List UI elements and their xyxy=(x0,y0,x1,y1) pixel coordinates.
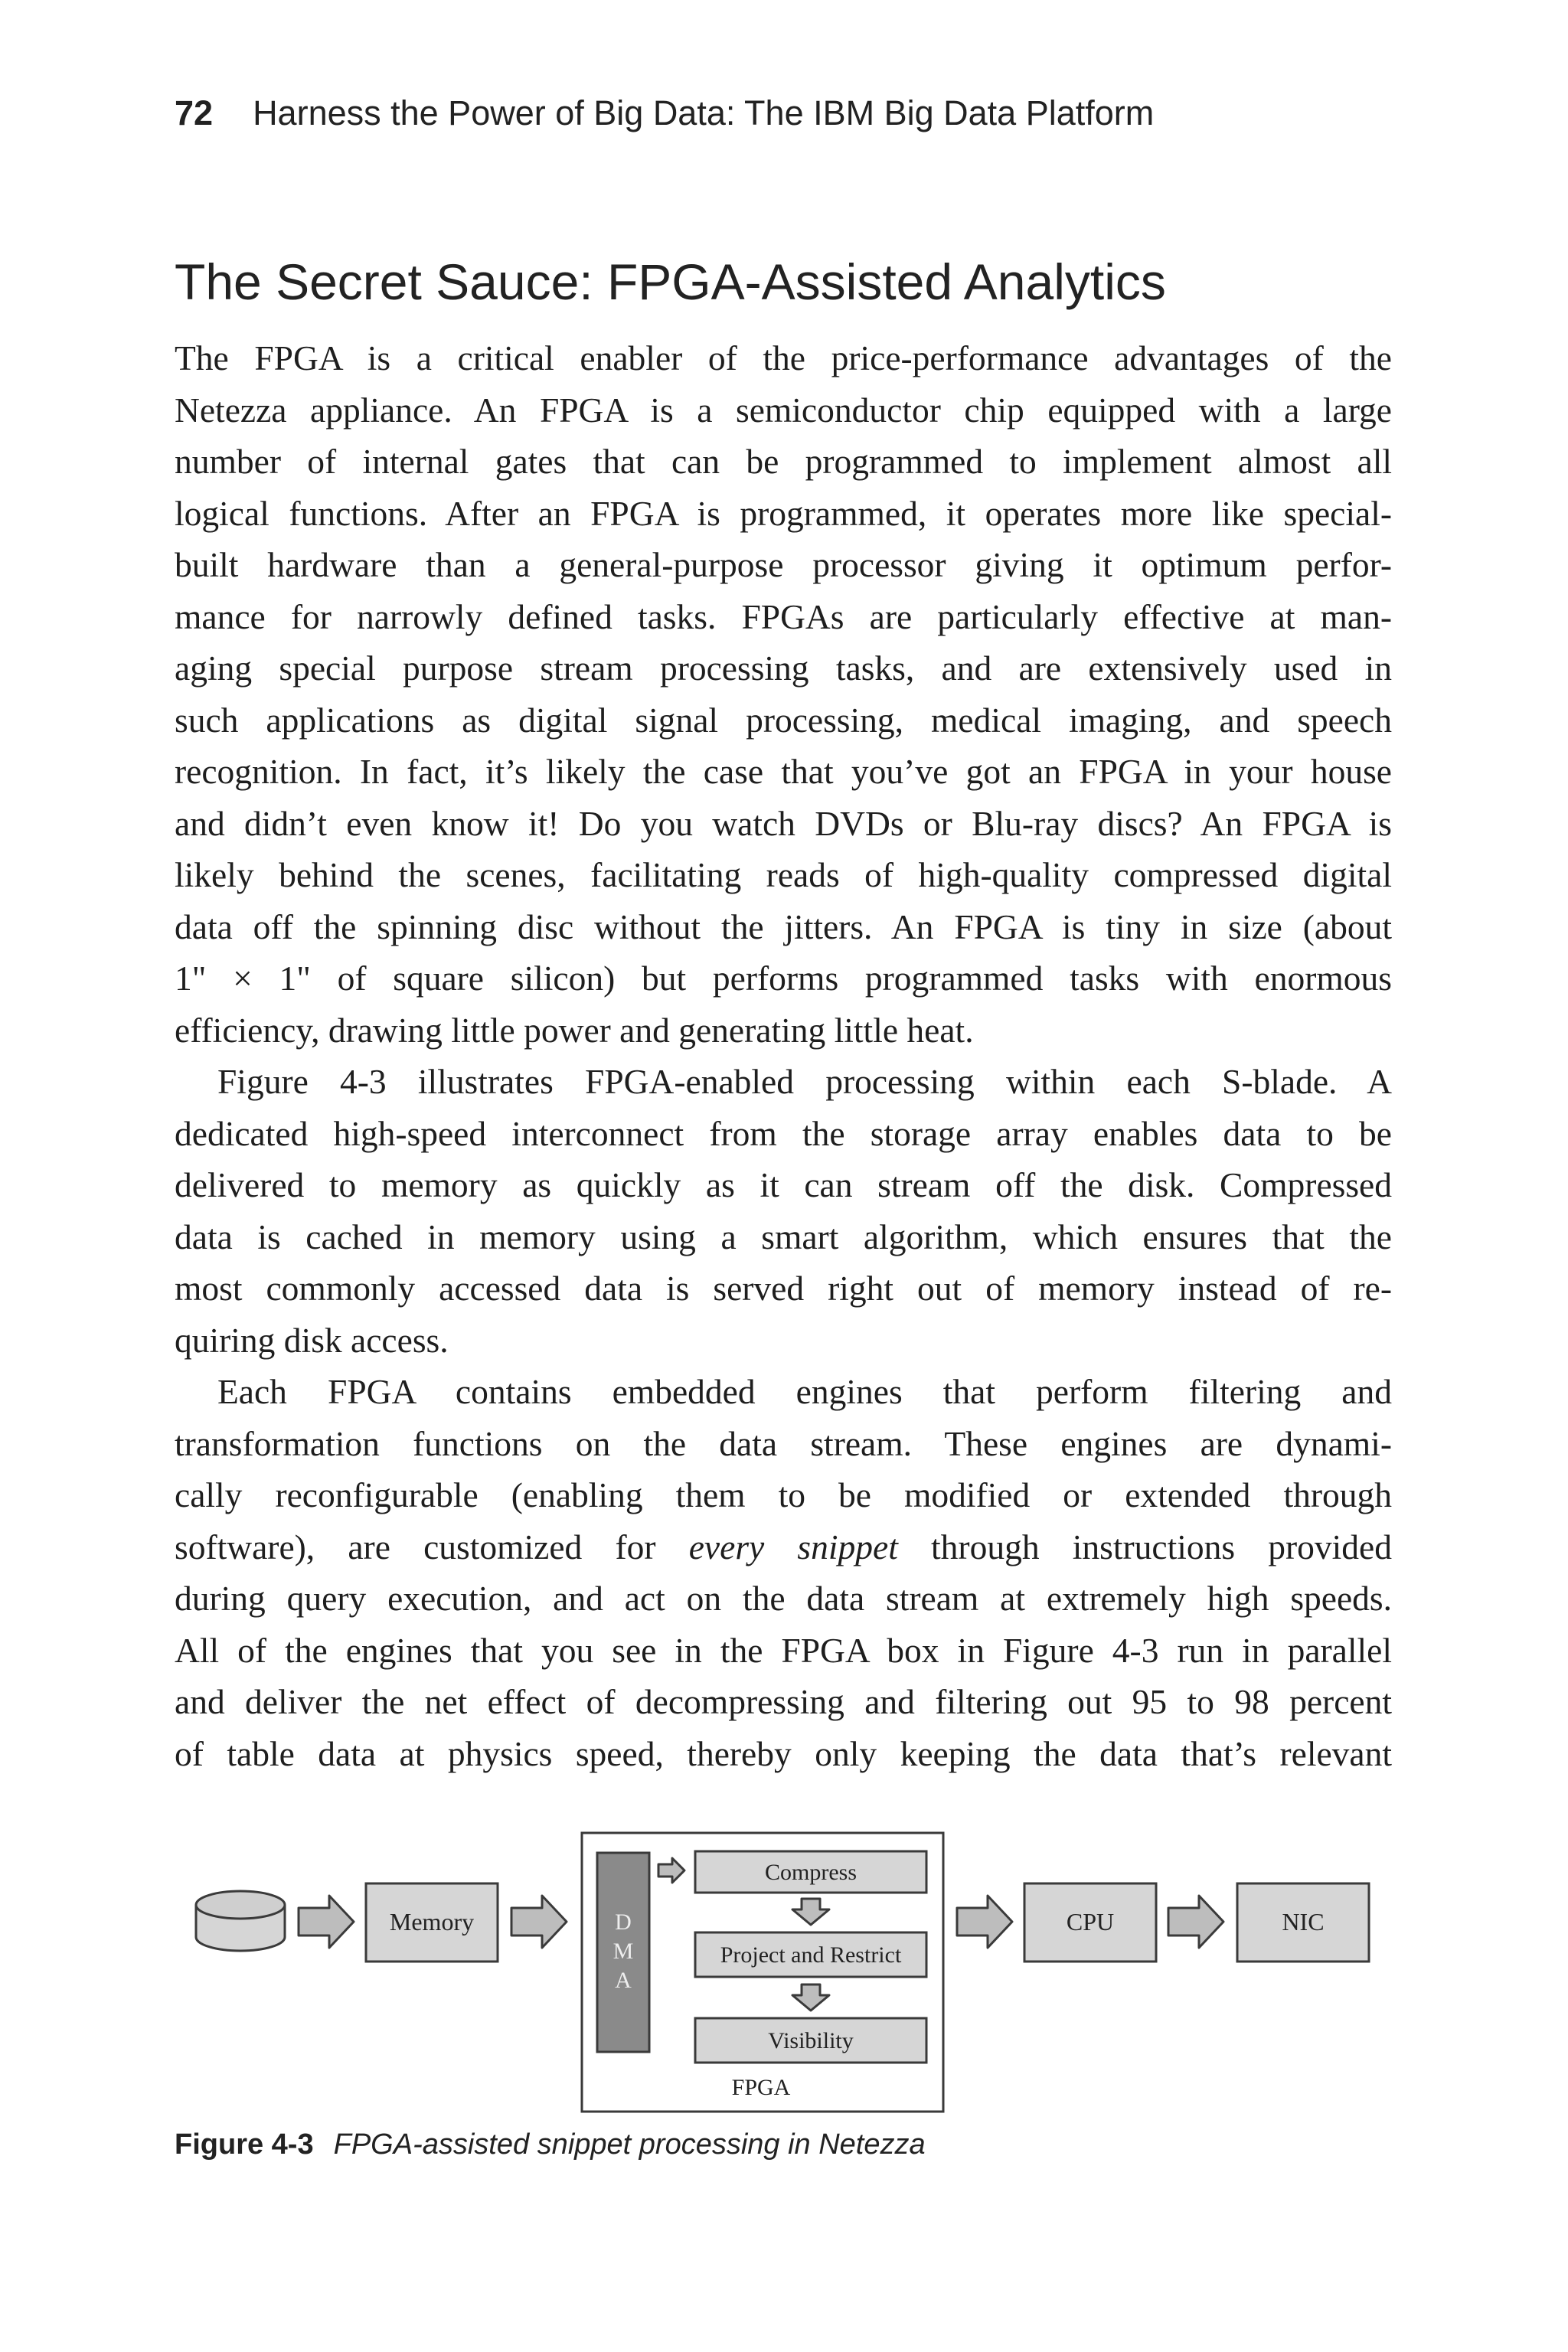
text-line: during query execution, and act on the data stream at extremely high speeds. xyxy=(175,1579,1392,1618)
text-line: mance for narrowly defined tasks. FPGAs are particularly effective at man- xyxy=(175,596,1392,636)
dma-letter: D xyxy=(615,1909,632,1935)
compress-box xyxy=(695,1851,926,1893)
dma-block xyxy=(597,1853,649,2052)
paragraph-2 xyxy=(175,1056,1392,1366)
disk-icon xyxy=(196,1891,285,1951)
text-line: most commonly accessed data is served right out of memory instead of re- xyxy=(175,1269,1392,1308)
text-line: recognition. In fact, it’s likely the case that you’ve got an FPGA in your house xyxy=(175,752,1392,791)
paragraph-3 xyxy=(175,1366,1392,1779)
text-line: dedicated high-speed interconnect from the storage array enables data to be xyxy=(175,1113,1392,1153)
memory-box xyxy=(366,1883,498,1962)
dma-letter: M xyxy=(612,1939,634,1964)
text-line: Netezza appliance. An FPGA is a semiconductor chip equipped with a large xyxy=(175,390,1392,430)
text-line xyxy=(175,1521,1392,1573)
text-line: delivered to memory as quickly as it can stream off the disk. Compressed xyxy=(175,1165,1392,1204)
cpu-box xyxy=(1024,1883,1156,1962)
text-line: The FPGA is a critical enabler of the price-performance advantages of the xyxy=(175,338,1392,377)
text-line: Each FPGA contains embedded engines that perform filtering and xyxy=(217,1372,1392,1411)
arrow-right-icon xyxy=(299,1896,354,1948)
section-heading: The Secret Sauce: FPGA-Assisted Analytics xyxy=(175,253,1166,310)
fpga-box xyxy=(582,1833,943,2112)
nic-box xyxy=(1237,1883,1369,1962)
caption-text: FPGA-assisted snippet processing in Netezza xyxy=(333,2128,926,2161)
visibility-label: Visibility xyxy=(768,2028,854,2053)
text-line: All of the engines that you see in the FPGA box in Figure 4-3 run in parallel xyxy=(175,1630,1392,1670)
text-line: aging special purpose stream processing tasks, and are extensively used in xyxy=(175,648,1392,688)
text-line: and didn’t even know it! Do you watch DVDs or Blu-ray discs? An FPGA is xyxy=(175,803,1392,843)
text-line: built hardware than a general-purpose processor giving it optimum perfor- xyxy=(175,545,1392,584)
text-line: 1" × 1" of square silicon) but performs programmed tasks with enormous xyxy=(175,959,1392,998)
visibility-box xyxy=(695,2018,926,2063)
text-line: likely behind the scenes, facilitating reads of high-quality compressed digital xyxy=(175,855,1392,894)
text-line: number of internal gates that can be programmed to implement almost all xyxy=(175,442,1392,481)
text-line: logical functions. After an FPGA is programmed, it operates more like special- xyxy=(175,493,1392,533)
nic-label: NIC xyxy=(1282,1908,1325,1936)
cpu-label: CPU xyxy=(1066,1908,1115,1936)
text-line: quiring disk access. xyxy=(175,1320,449,1360)
paragraph-1 xyxy=(175,332,1392,1056)
body-text xyxy=(175,332,1392,1779)
text-line: and deliver the net effect of decompressing and filtering out 95 to 98 percent xyxy=(175,1682,1392,1721)
page-number: 72 xyxy=(175,93,214,132)
caption-label: Figure 4-3 xyxy=(175,2128,314,2161)
text-line: data off the spinning disc without the jitters. An FPGA is tiny in size (about xyxy=(175,906,1392,946)
project-restrict-label: Project and Restrict xyxy=(720,1942,902,1968)
text-line: transformation functions on the data stream. These engines are dynami- xyxy=(175,1423,1392,1463)
text-line: of table data at physics speed, thereby only keeping the data that’s relevant xyxy=(175,1733,1392,1773)
project-restrict-box xyxy=(695,1932,926,1977)
fpga-label: FPGA xyxy=(731,2075,791,2100)
arrow-right-icon xyxy=(511,1896,567,1948)
arrow-right-icon xyxy=(957,1896,1012,1948)
figure-caption xyxy=(175,2128,926,2161)
running-head xyxy=(175,93,1400,133)
text-line: efficiency, drawing little power and generating little heat. xyxy=(175,1010,974,1050)
text-run: through instructions provided xyxy=(897,1527,1392,1566)
emphasis-every-snippet: every snippet xyxy=(688,1527,898,1566)
text-run: software), are customized for xyxy=(175,1527,689,1566)
text-line: Figure 4-3 illustrates FPGA-enabled processing within each S-blade. A xyxy=(217,1062,1392,1101)
compress-label: Compress xyxy=(765,1860,857,1885)
text-line: such applications as digital signal processing, medical imaging, and speech xyxy=(175,700,1392,740)
text-line: data is cached in memory using a smart algorithm, which ensures that the xyxy=(175,1217,1392,1256)
running-title: Harness the Power of Big Data: The IBM Big Data Platform xyxy=(253,93,1155,132)
memory-label: Memory xyxy=(389,1908,475,1936)
arrow-right-icon xyxy=(1168,1896,1223,1948)
text-line: cally reconfigurable (enabling them to be modified or extended through xyxy=(175,1475,1392,1514)
dma-letter: A xyxy=(615,1968,632,1993)
